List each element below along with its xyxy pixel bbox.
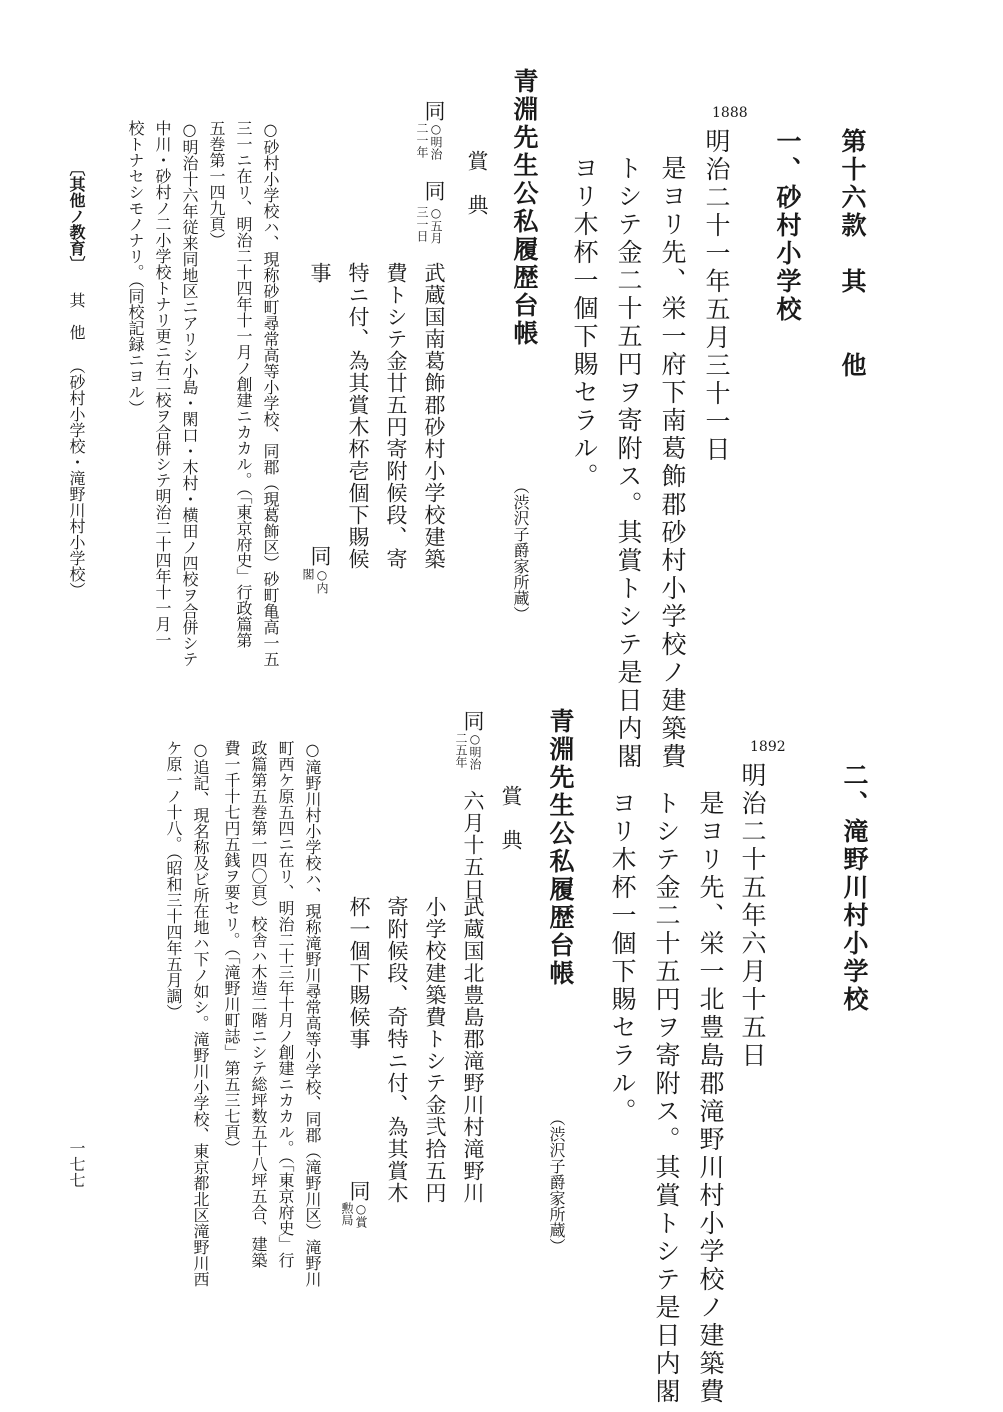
item2-note-line-4: 費一千十七円五銭ヲ要セリ。（「滝野川町誌」第五三七頁） [222, 740, 241, 1156]
item2-source-title: 青淵先生公私履歴台帳 [546, 708, 575, 988]
section-title: 第十六款 其 他 [838, 128, 867, 380]
item1-record-line-4: 事 [308, 262, 332, 284]
item1-note-line-5: 中川・砂村ノ二小学校トナリ更ニ右二校ヲ合併シテ明治二十四年十一月一 [153, 120, 172, 648]
item2-record-line-4: 杯一個下賜候事 [347, 896, 371, 1050]
item1-note-line-1: ○砂村小学校ハ、現称砂町尋常高等小学校、同郡（現葛飾区）砂町亀高一五 [261, 120, 280, 667]
item2-body-line-3: ヨリ木杯一個下賜セラル。 [608, 790, 637, 1126]
page-number: 一七七 [67, 1140, 86, 1188]
item1-record-issuer-sub2: 閣 [301, 568, 315, 580]
item2-body-line-1: 是ヨリ先、栄一北豊島郡滝野川村小学校ノ建築費 [696, 790, 725, 1406]
item1-note-line-3: 五巻第一四九頁） [207, 120, 226, 248]
item1-record-date-warichu [416, 206, 442, 244]
item2-record-line-2: 小学校建築費トシテ金弐拾五円 [423, 896, 447, 1204]
item2-note-line-3: 政篇第五巻第一四〇頁）校舎ハ木造二階ニシテ総坪数五十八坪五合、建築 [249, 740, 268, 1268]
item2-record-era: ○明治 [468, 732, 482, 770]
item1-award-heading: 賞 典 [465, 150, 489, 216]
item2-record-issuer-warichu [341, 1202, 367, 1228]
item1-note-line-2: 三一ニ在リ、明治二十四年十一月ノ創建ニカカル。（「東京府史」行政篇第 [234, 120, 253, 648]
item1-date: 明治二十一年五月三十一日 [702, 128, 731, 464]
item2-note-line-1: ○滝野川村小学校ハ、現称滝野川尋常高等小学校、同郡（滝野川区）滝野川 [303, 740, 322, 1287]
item2-record-prefix-main: 同 [461, 710, 485, 732]
item2-record-era-warichu [455, 732, 481, 770]
item2-record-line-3: 寄附候段、奇特ニ付、為其賞木 [385, 896, 409, 1204]
item1-heading: 一、砂村小学校 [773, 128, 802, 324]
item2-year: 1892 [750, 739, 786, 755]
item2-note-line-5: ○追記、現名称及ビ所在地ハ下ノ如シ。滝野川小学校、東京都北区滝野川西 [191, 740, 210, 1287]
running-head-right: （砂村小学校・滝野川村小学校） [67, 358, 86, 598]
item2-heading: 二、滝野川村小学校 [840, 762, 869, 1014]
item1-record-line-3: 特ニ付、為其賞木杯壱個下賜候 [346, 262, 370, 570]
item2-source-note: （渋沢子爵家所蔵） [547, 1110, 566, 1254]
item2-record-line-1: 武蔵国北豊島郡滝野川村滝野川 [461, 896, 485, 1204]
item1-record-same: 同 [422, 180, 446, 202]
item1-body-line-1: 是ヨリ先、栄一府下南葛飾郡砂村小学校ノ建築費 [658, 155, 687, 771]
item1-record-prefix-main: 同 [422, 100, 446, 122]
item1-record-era-warichu [416, 122, 442, 160]
item1-source-title: 青淵先生公私履歴台帳 [510, 68, 539, 348]
item2-record-issuer-main: 同 [347, 1180, 371, 1202]
item2-record-issuer-sub2: 勲局 [340, 1202, 354, 1226]
item1-record-era: ○明治 [429, 122, 443, 160]
item1-record-issuer-sub1: ○内 [315, 568, 329, 594]
item1-record-line-1: 武蔵国南葛飾郡砂村小学校建築 [422, 262, 446, 570]
item1-record-month: ○五月 [429, 206, 443, 244]
running-head-mid: 其 他 [67, 292, 86, 340]
item2-record-date: 六月十五日 [461, 790, 485, 900]
item1-record-day: 三一日 [415, 206, 429, 242]
item1-note-line-6: 校トナセシモノナリ。（同校記録ニヨル） [126, 120, 145, 416]
running-head-left: 〔其他ノ教育〕 [67, 160, 86, 272]
item1-record-line-2: 費トシテ金廿五円寄附候段、寄 [384, 262, 408, 570]
item1-body-line-2: トシテ金二十五円ヲ寄附ス。其賞トシテ是日内閣 [614, 155, 643, 771]
item1-year: 1888 [712, 105, 748, 121]
item1-record-year: 二一年 [415, 122, 429, 158]
item2-record-issuer-sub1: ○賞 [354, 1202, 368, 1228]
item1-record-issuer-warichu [302, 568, 328, 594]
item2-record-year: 二五年 [454, 732, 468, 768]
item2-note-line-2: 町西ケ原五四ニ在リ、明治二十三年十月ノ創建ニカカル。（「東京府史」行 [276, 740, 295, 1268]
item1-body-line-3: ヨリ木杯一個下賜セラル。 [570, 155, 599, 491]
item1-note-line-4: ○明治十六年従来同地区ニアリシ小島・閑口・木村・横田ノ四校ヲ合併シテ [180, 120, 199, 667]
item2-award-heading: 賞 典 [499, 785, 523, 851]
item1-source-note: （渋沢子爵家所蔵） [511, 478, 530, 622]
item2-body-line-2: トシテ金二十五円ヲ寄附ス。其賞トシテ是日内閣 [652, 790, 681, 1406]
item1-record-issuer-main: 同 [308, 545, 332, 567]
item2-date: 明治二十五年六月十五日 [738, 762, 767, 1070]
item2-note-line-6: ケ原一ノ十八。（昭和三十四年五月調） [164, 740, 183, 1020]
